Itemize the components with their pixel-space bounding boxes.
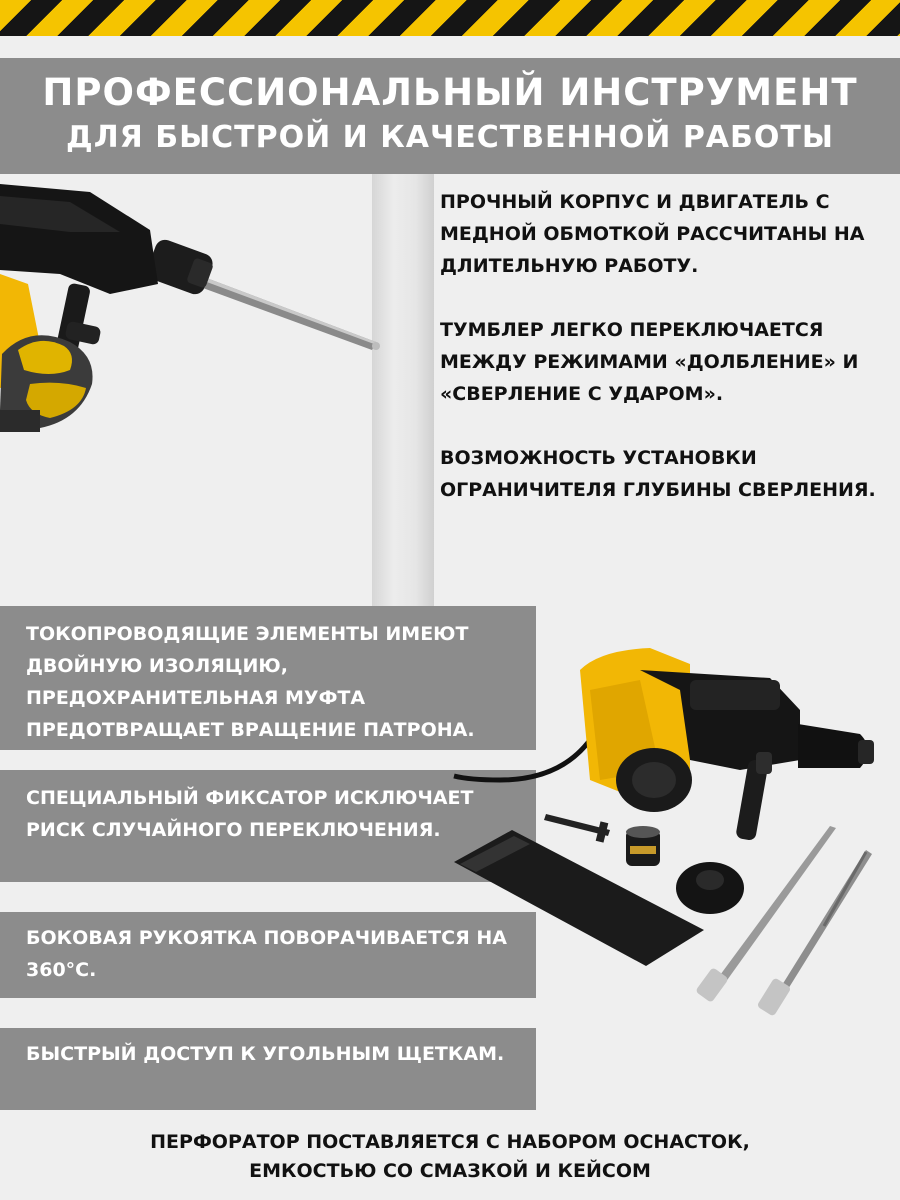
- rotary-hammer-kit-image: [440, 630, 900, 1030]
- rotary-hammer-in-use-image: [0, 174, 430, 606]
- footer-line-1: ПЕРФОРАТОР ПОСТАВЛЯЕТСЯ С НАБОРОМ ОСНАСТОК,: [150, 1131, 750, 1153]
- info-box-lock: СПЕЦИАЛЬНЫЙ ФИКСАТОР ИСКЛЮЧАЕТ РИСК СЛУЧАЙНОГО ПЕРЕКЛЮЧЕНИЯ.: [0, 770, 536, 882]
- info-box-brushes: БЫСТРЫЙ ДОСТУП К УГОЛЬНЫМ ЩЕТКАМ.: [0, 1028, 536, 1110]
- hazard-stripe-banner: [0, 0, 900, 36]
- feature-item: ТУМБЛЕР ЛЕГКО ПЕРЕКЛЮЧАЕТСЯ МЕЖДУ РЕЖИМАМИ «ДОЛБЛЕНИЕ» И «СВЕРЛЕНИЕ С УДАРОМ».: [440, 319, 859, 405]
- title-line-2: ДЛЯ БЫСТРОЙ И КАЧЕСТВЕННОЙ РАБОТЫ: [66, 120, 834, 155]
- info-box-side-handle: БОКОВАЯ РУКОЯТКА ПОВОРАЧИВАЕТСЯ НА 360°С.: [0, 912, 536, 998]
- title-band: [0, 58, 900, 174]
- title-line-1: ПРОФЕССИОНАЛЬНЫЙ ИНСТРУМЕНТ: [42, 71, 858, 114]
- feature-item: ВОЗМОЖНОСТЬ УСТАНОВКИ ОГРАНИЧИТЕЛЯ ГЛУБИНЫ СВЕРЛЕНИЯ.: [440, 447, 876, 501]
- footer-line-2: ЕМКОСТЬЮ СО СМАЗКОЙ И КЕЙСОМ: [249, 1160, 651, 1182]
- feature-list: [440, 186, 880, 538]
- footer-note: [0, 1128, 900, 1186]
- feature-item: ПРОЧНЫЙ КОРПУС И ДВИГАТЕЛЬ С МЕДНОЙ ОБМОТКОЙ РАССЧИТАНЫ НА ДЛИТЕЛЬНУЮ РАБОТУ.: [440, 191, 865, 277]
- info-box-insulation: ТОКОПРОВОДЯЩИЕ ЭЛЕМЕНТЫ ИМЕЮТ ДВОЙНУЮ ИЗОЛЯЦИЮ, ПРЕДОХРАНИТЕЛЬНАЯ МУФТА ПРЕДОТВРАЩАЕТ ВРАЩЕНИЕ ПАТРОНА.: [0, 606, 536, 750]
